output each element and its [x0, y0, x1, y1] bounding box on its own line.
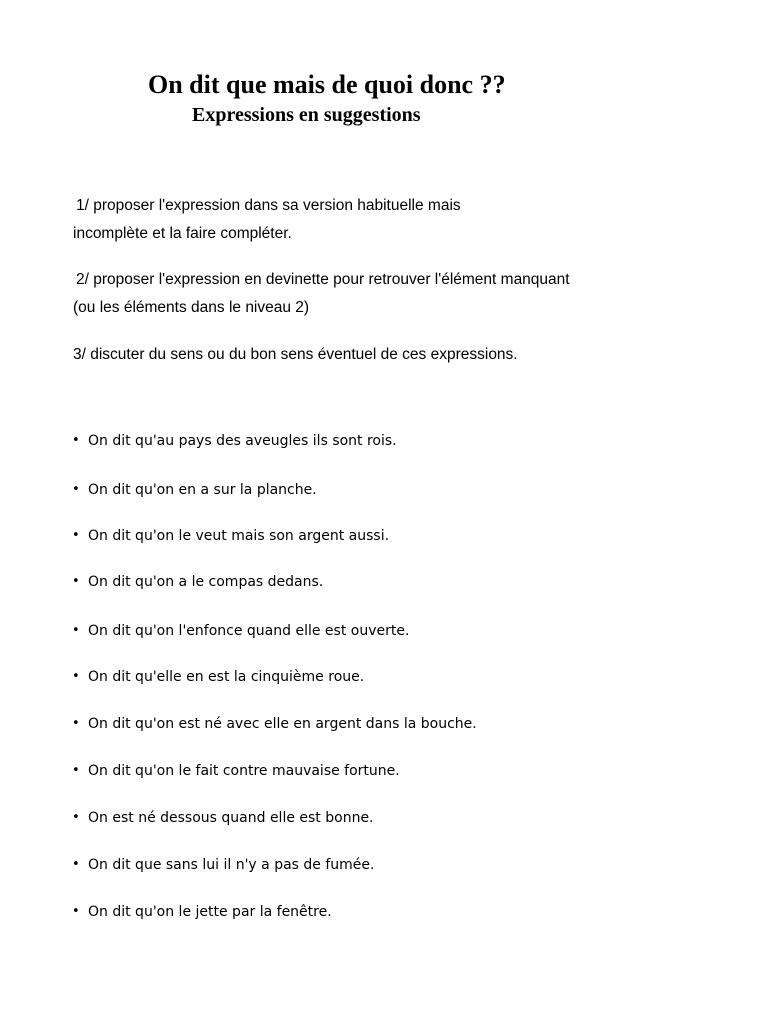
list-item	[72, 526, 389, 546]
bullet-icon: •	[72, 574, 80, 589]
page-subtitle: Expressions en suggestions	[192, 104, 421, 126]
bullet-icon: •	[72, 623, 80, 638]
bullet-icon: •	[72, 669, 80, 684]
expression-text: On dit qu'on le jette par la fenêtre.	[88, 904, 332, 920]
bullet-icon: •	[72, 433, 80, 448]
expression-text: On dit qu'on a le compas dedans.	[88, 574, 324, 590]
list-item	[72, 572, 323, 592]
bullet-icon: •	[72, 716, 80, 731]
list-item	[72, 761, 400, 781]
bullet-icon: •	[72, 482, 80, 497]
expression-text: On dit qu'au pays des aveugles ils sont rois.	[88, 433, 397, 449]
instruction-1-line-1: 1/ proposer l'expression dans sa version habituelle mais	[76, 197, 461, 214]
list-item	[72, 621, 409, 641]
list-item	[72, 667, 364, 687]
expression-text: On dit qu'on est né avec elle en argent dans la bouche.	[88, 716, 477, 732]
list-item	[72, 902, 332, 922]
expression-text: On est né dessous quand elle est bonne.	[88, 810, 374, 826]
instruction-3-line-1: 3/ discuter du sens ou du bon sens éventuel de ces expressions.	[73, 346, 518, 363]
list-item	[72, 431, 397, 451]
bullet-icon: •	[72, 857, 80, 872]
expression-text: On dit qu'on l'enfonce quand elle est ouverte.	[88, 623, 410, 639]
expression-text: On dit qu'on le fait contre mauvaise fortune.	[88, 763, 400, 779]
expression-text: On dit qu'elle en est la cinquième roue.	[88, 669, 365, 685]
bullet-icon: •	[72, 904, 80, 919]
bullet-icon: •	[72, 528, 80, 543]
list-item	[72, 808, 374, 828]
bullet-icon: •	[72, 763, 80, 778]
page-title: On dit que mais de quoi donc ??	[148, 70, 506, 99]
expression-text: On dit qu'on en a sur la planche.	[88, 482, 317, 498]
bullet-icon: •	[72, 810, 80, 825]
list-item	[72, 855, 374, 875]
expression-text: On dit que sans lui il n'y a pas de fumée.	[88, 857, 375, 873]
list-item	[72, 714, 477, 734]
instruction-1-line-2: incomplète et la faire compléter.	[73, 225, 292, 242]
instruction-2-line-1: 2/ proposer l'expression en devinette pour retrouver l'élément manquant	[76, 271, 570, 288]
list-item	[72, 480, 317, 500]
expression-text: On dit qu'on le veut mais son argent aussi.	[88, 528, 390, 544]
instruction-2-line-2: (ou les éléments dans le niveau 2)	[73, 299, 310, 316]
